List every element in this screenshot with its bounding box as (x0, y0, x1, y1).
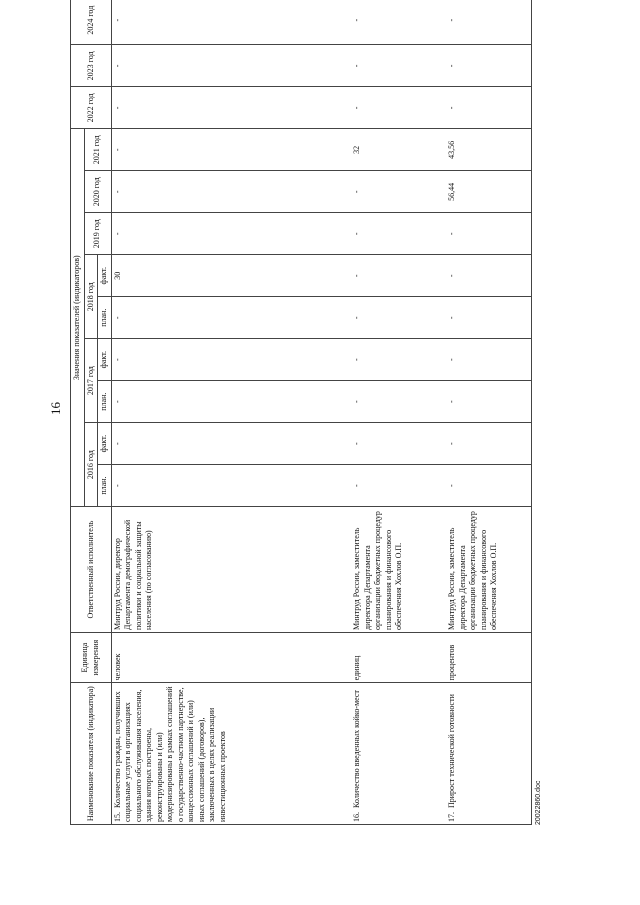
value-cell: - (446, 339, 531, 381)
header-plan: план. (98, 381, 112, 423)
value-cell: - (446, 423, 531, 465)
value-cell: - (351, 87, 446, 129)
row-responsible: Минтруд России, заместитель директора Департамента организации бюджетных процедур планирования и финансового обеспечения Хохлов О.П. (446, 507, 531, 633)
header-2019: 2019 год (84, 213, 111, 255)
value-cell: - (446, 465, 531, 507)
table-row (446, 0, 531, 825)
table-row (351, 0, 446, 825)
row-number: 16. (352, 812, 361, 822)
value-cell: - (351, 339, 446, 381)
header-responsible: Ответственный исполнитель (71, 507, 112, 633)
value-cell: 32 (351, 129, 446, 171)
row-name: Количество граждан, получивших социальные услуги в организациях социального обслуживания населения, здания которых построены, реконструированы и (или) модернизированы в рамках соглашений о государственно-частном партнерстве, концессионных соглашений и (или) иных соглашений (договоров), заключенных в целях реализации инвестиционных проектов (112, 686, 227, 822)
page-number: 16 (48, 402, 63, 415)
value-cell: 43,56 (446, 129, 531, 171)
header-2022: 2022 год (71, 87, 112, 129)
row-name-cell (446, 683, 531, 825)
value-cell: - (111, 171, 351, 213)
header-2024: 2024 год (71, 0, 112, 45)
value-cell: - (351, 171, 446, 213)
value-cell: - (351, 213, 446, 255)
header-name: Наименование показателя (индикатора) (71, 683, 112, 825)
value-cell: - (351, 255, 446, 297)
value-cell: - (446, 255, 531, 297)
header-plan: план. (98, 465, 112, 507)
value-cell: - (351, 0, 446, 45)
header-values-group: Значения показателей (индикаторов) (71, 129, 85, 507)
row-name-cell (351, 683, 446, 825)
header-2018: 2018 год (84, 255, 98, 339)
value-cell: 30 (111, 255, 351, 297)
value-cell: - (111, 213, 351, 255)
row-responsible: Минтруд России, директор Департамента демографической политики и социальной защиты населения (по согласованию) (111, 507, 351, 633)
value-cell: - (111, 465, 351, 507)
header-fact: факт. (98, 423, 112, 465)
value-cell: - (351, 381, 446, 423)
value-cell: - (111, 339, 351, 381)
value-cell: - (446, 381, 531, 423)
row-name-cell (111, 683, 351, 825)
row-responsible: Минтруд России, заместитель директора Департамента организации бюджетных процедур планирования и финансового обеспечения Хохлов О.П. (351, 507, 446, 633)
value-cell: - (446, 213, 531, 255)
value-cell: - (111, 381, 351, 423)
value-cell: - (351, 297, 446, 339)
row-name: Количество введенных койко-мест (352, 690, 361, 808)
value-cell: - (111, 87, 351, 129)
value-cell: 56,44 (446, 171, 531, 213)
value-cell: - (446, 0, 531, 45)
header-unit: Единица измерения (71, 632, 112, 682)
value-cell: - (111, 0, 351, 45)
header-plan: план. (98, 297, 112, 339)
value-cell: - (351, 465, 446, 507)
value-cell: - (446, 45, 531, 87)
value-cell: - (111, 129, 351, 171)
table-row (111, 0, 351, 825)
row-number: 15. (112, 812, 122, 822)
header-2021: 2021 год (84, 129, 111, 171)
value-cell: - (111, 423, 351, 465)
value-cell: - (351, 423, 446, 465)
value-cell: - (446, 297, 531, 339)
value-cell: - (351, 45, 446, 87)
document-filename: 20022860.doc (535, 780, 542, 825)
row-number: 17. (447, 812, 456, 822)
document-page (40, 0, 560, 825)
row-unit: единиц (351, 632, 446, 682)
row-unit: процентов (446, 632, 531, 682)
header-fact: факт. (98, 339, 112, 381)
header-fact: факт. (98, 255, 112, 297)
indicators-table (70, 0, 532, 825)
header-2023: 2023 год (71, 45, 112, 87)
row-name: Прирост технической готовности (447, 694, 456, 808)
header-2016: 2016 год (84, 423, 98, 507)
value-cell: - (111, 45, 351, 87)
value-cell: - (446, 87, 531, 129)
row-unit: человек (111, 632, 351, 682)
header-2017: 2017 год (84, 339, 98, 423)
header-2020: 2020 год (84, 171, 111, 213)
value-cell: - (111, 297, 351, 339)
